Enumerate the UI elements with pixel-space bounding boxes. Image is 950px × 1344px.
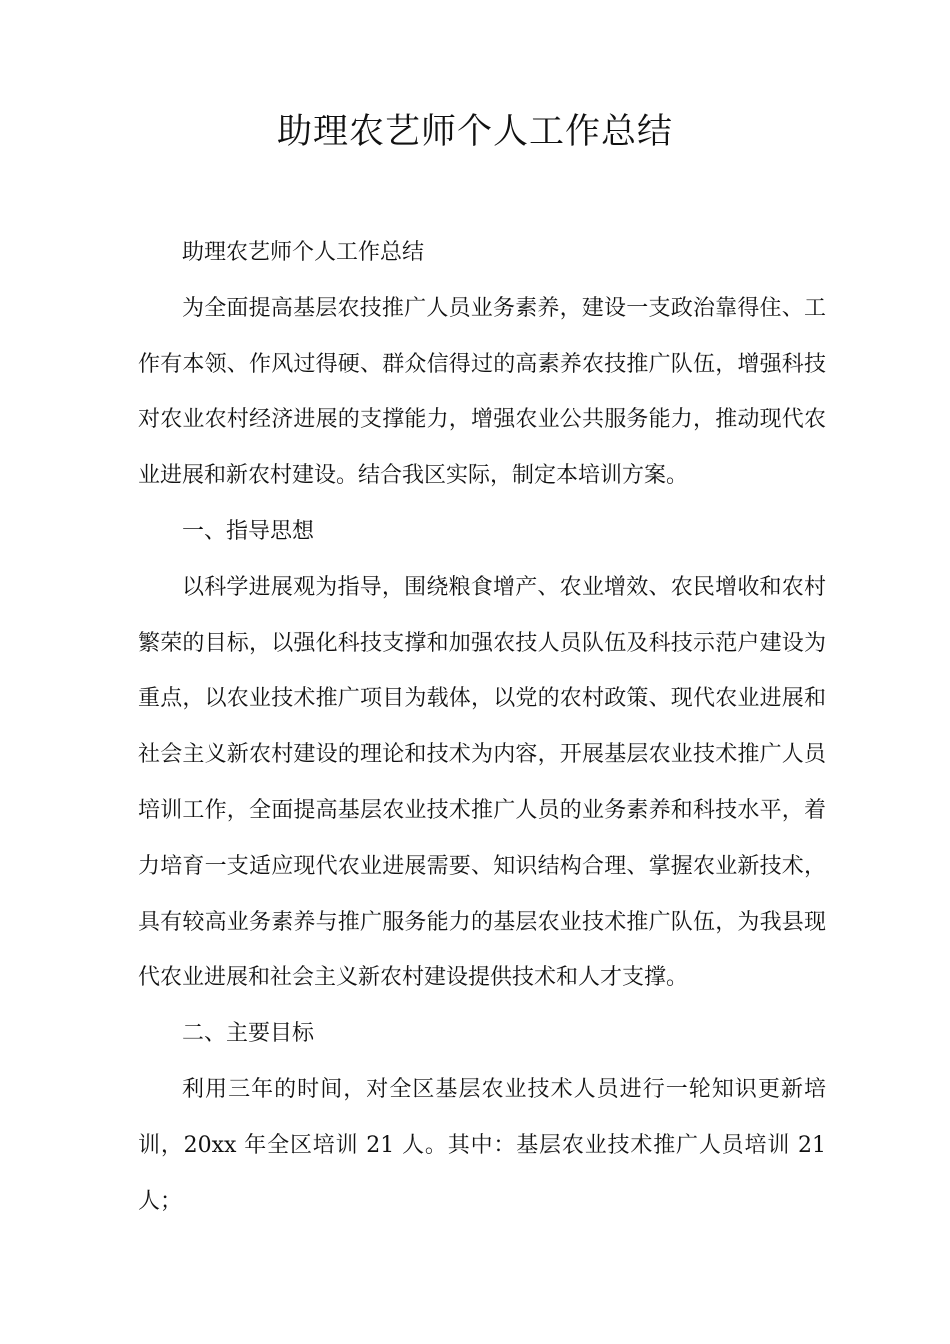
paragraph-main-goals: 利用三年的时间，对全区基层农业技术人员进行一轮知识更新培训，20xx 年全区培训 21 人。其中：基层农业技术推广人员培训 21 人；	[138, 1076, 826, 1214]
paragraph-subtitle: 助理农艺师个人工作总结	[182, 240, 425, 265]
document-title: 助理农艺师个人工作总结	[276, 112, 673, 152]
section-heading-guiding-ideology: 一、指导思想	[182, 518, 315, 544]
document-body	[138, 225, 826, 1229]
paragraph-intro: 为全面提高基层农技推广人员业务素养，建设一支政治靠得住、工作有本领、作风过得硬、群众信得过的高素养农技推广队伍，增强科技对农业农村经济进展的支撑能力，增强农业公共服务能力，推动现代农业进展和新农村建设。结合我区实际，制定本培训方案。	[138, 295, 826, 489]
paragraph-guiding-ideology: 以科学进展观为指导，围绕粮食增产、农业增效、农民增收和农村繁荣的目标，以强化科技支撑和加强农技人员队伍及科技示范户建设为重点，以农业技术推广项目为载体，以党的农村政策、现代农业进展和社会主义新农村建设的理论和技术为内容，开展基层农业技术推广人员培训工作，全面提高基层农业技术推广人员的业务素养和科技水平，着力培育一支适应现代农业进展需要、知识结构合理、掌握农业新技术，具有较高业务素养与推广服务能力的基层农业技术推广队伍，为我县现代农业进展和社会主义新农村建设提供技术和人才支撑。	[138, 574, 826, 991]
section-heading-main-goals: 二、主要目标	[182, 1021, 315, 1047]
